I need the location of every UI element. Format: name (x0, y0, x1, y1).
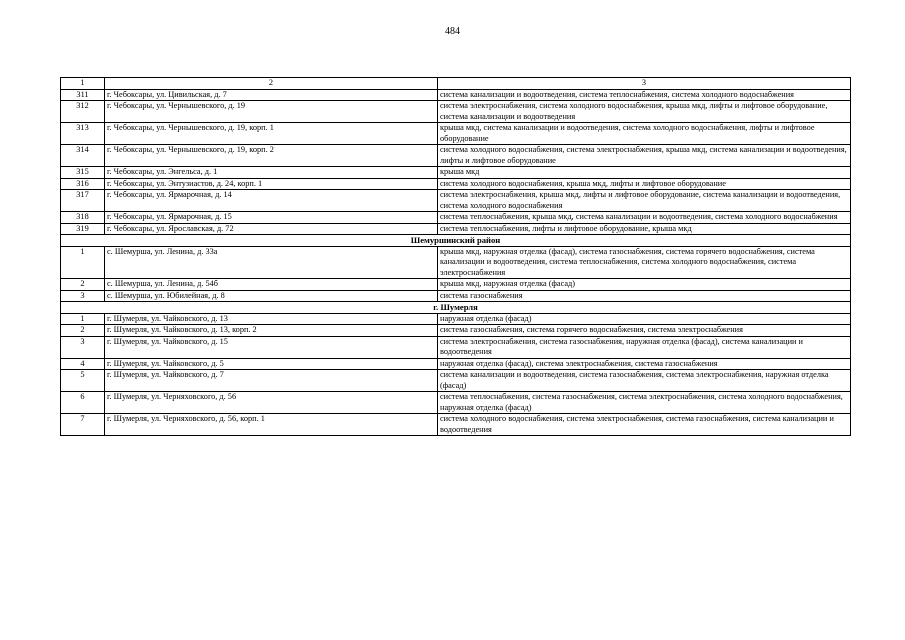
row-address: с. Шемурша, ул. Ленина, д. 33а (105, 246, 438, 279)
row-systems: система канализации и водоотведения, система теплоснабжения, система холодного водоснабжения (438, 89, 851, 101)
row-systems: система канализации и водоотведения, система газоснабжения, система электроснабжения, наружная отделка (фасад) (438, 370, 851, 392)
row-systems: система газоснабжения, система горячего водоснабжения, система электроснабжения (438, 325, 851, 337)
row-systems: крыша мкд (438, 167, 851, 179)
row-address: г. Чебоксары, ул. Чернышевского, д. 19 (105, 101, 438, 123)
row-address: г. Шумерля, ул. Чайковского, д. 15 (105, 336, 438, 358)
row-number: 312 (61, 101, 105, 123)
row-systems: система холодного водоснабжения, система электроснабжения, система газоснабжения, система канализации и водоотведения (438, 414, 851, 436)
table-row (61, 392, 851, 414)
table-row (61, 145, 851, 167)
row-number: 311 (61, 89, 105, 101)
row-number: 7 (61, 414, 105, 436)
row-number: 314 (61, 145, 105, 167)
column-header: 2 (105, 78, 438, 90)
section-header-row (61, 302, 851, 314)
table-row (61, 414, 851, 436)
section-header-row (61, 235, 851, 247)
row-systems: система холодного водоснабжения, система электроснабжения, крыша мкд, система канализации и водоотведения, лифты и лифтовое оборудование (438, 145, 851, 167)
column-header: 1 (61, 78, 105, 90)
table-row (61, 325, 851, 337)
table-row (61, 223, 851, 235)
row-address: г. Чебоксары, ул. Ярмарочная, д. 14 (105, 190, 438, 212)
row-number: 5 (61, 370, 105, 392)
row-address: г. Чебоксары, ул. Цивильская, д. 7 (105, 89, 438, 101)
table-row (61, 358, 851, 370)
row-address: г. Чебоксары, ул. Энгельса, д. 1 (105, 167, 438, 179)
row-systems: наружная отделка (фасад) (438, 313, 851, 325)
table-row (61, 101, 851, 123)
table-row (61, 212, 851, 224)
row-systems: система электроснабжения, крыша мкд, лифты и лифтовое оборудование, система канализации и водоотведения, система холодного водоснабжения (438, 190, 851, 212)
row-systems: система холодного водоснабжения, крыша мкд, лифты и лифтовое оборудование (438, 178, 851, 190)
row-number: 313 (61, 123, 105, 145)
row-address: г. Шумерля, ул. Чайковского, д. 13, корп. 2 (105, 325, 438, 337)
table-row (61, 178, 851, 190)
table-row (61, 370, 851, 392)
row-number: 1 (61, 313, 105, 325)
row-address: г. Чебоксары, ул. Чернышевского, д. 19, корп. 2 (105, 145, 438, 167)
row-number: 2 (61, 279, 105, 291)
row-address: г. Шумерля, ул. Черняховского, д. 56, корп. 1 (105, 414, 438, 436)
table-row (61, 336, 851, 358)
row-systems: система теплоснабжения, крыша мкд, система канализации и водоотведения, система холодного водоснабжения (438, 212, 851, 224)
row-number: 6 (61, 392, 105, 414)
section-title: г. Шумерля (61, 302, 851, 314)
table-row (61, 313, 851, 325)
row-number: 1 (61, 246, 105, 279)
row-number: 317 (61, 190, 105, 212)
row-address: г. Чебоксары, ул. Ярославская, д. 72 (105, 223, 438, 235)
row-address: г. Чебоксары, ул. Чернышевского, д. 19, корп. 1 (105, 123, 438, 145)
table-row (61, 89, 851, 101)
row-address: г. Чебоксары, ул. Энтузиастов, д. 24, корп. 1 (105, 178, 438, 190)
table-row (61, 123, 851, 145)
row-address: г. Чебоксары, ул. Ярмарочная, д. 15 (105, 212, 438, 224)
table-header-row (61, 78, 851, 90)
row-address: г. Шумерля, ул. Черняховского, д. 56 (105, 392, 438, 414)
row-number: 315 (61, 167, 105, 179)
row-address: г. Шумерля, ул. Чайковского, д. 7 (105, 370, 438, 392)
row-address: г. Шумерля, ул. Чайковского, д. 13 (105, 313, 438, 325)
row-number: 2 (61, 325, 105, 337)
row-number: 3 (61, 336, 105, 358)
row-systems: крыша мкд, наружная отделка (фасад), система газоснабжения, система горячего водоснабжения, система канализации и водоотведения, система теплоснабжения, система холодного водоснабжения, система электроснабжения (438, 246, 851, 279)
table-row (61, 279, 851, 291)
row-number: 319 (61, 223, 105, 235)
row-systems: система электроснабжения, система газоснабжения, наружная отделка (фасад), система канализации и водоотведения (438, 336, 851, 358)
row-systems: система электроснабжения, система холодного водоснабжения, крыша мкд, лифты и лифтовое оборудование, система канализации и водоотведения (438, 101, 851, 123)
row-number: 316 (61, 178, 105, 190)
row-number: 3 (61, 290, 105, 302)
row-address: г. Шумерля, ул. Чайковского, д. 5 (105, 358, 438, 370)
row-systems: система газоснабжения (438, 290, 851, 302)
row-systems: крыша мкд, наружная отделка (фасад) (438, 279, 851, 291)
table-row (61, 190, 851, 212)
row-address: с. Шемурша, ул. Ленина, д. 54б (105, 279, 438, 291)
row-number: 4 (61, 358, 105, 370)
row-systems: наружная отделка (фасад), система электроснабжения, система газоснабжения (438, 358, 851, 370)
row-address: с. Шемурша, ул. Юбилейная, д. 8 (105, 290, 438, 302)
section-title: Шемуршинский район (61, 235, 851, 247)
table-row (61, 246, 851, 279)
column-header: 3 (438, 78, 851, 90)
register-table (60, 77, 851, 436)
row-number: 318 (61, 212, 105, 224)
row-systems: система теплоснабжения, система газоснабжения, система электроснабжения, система холодного водоснабжения, наружная отделка (фасад) (438, 392, 851, 414)
table-row (61, 167, 851, 179)
row-systems: крыша мкд, система канализации и водоотведения, система холодного водоснабжения, лифты и лифтовое оборудование (438, 123, 851, 145)
row-systems: система теплоснабжения, лифты и лифтовое оборудование, крыша мкд (438, 223, 851, 235)
page-number: 484 (445, 26, 460, 37)
table-row (61, 290, 851, 302)
